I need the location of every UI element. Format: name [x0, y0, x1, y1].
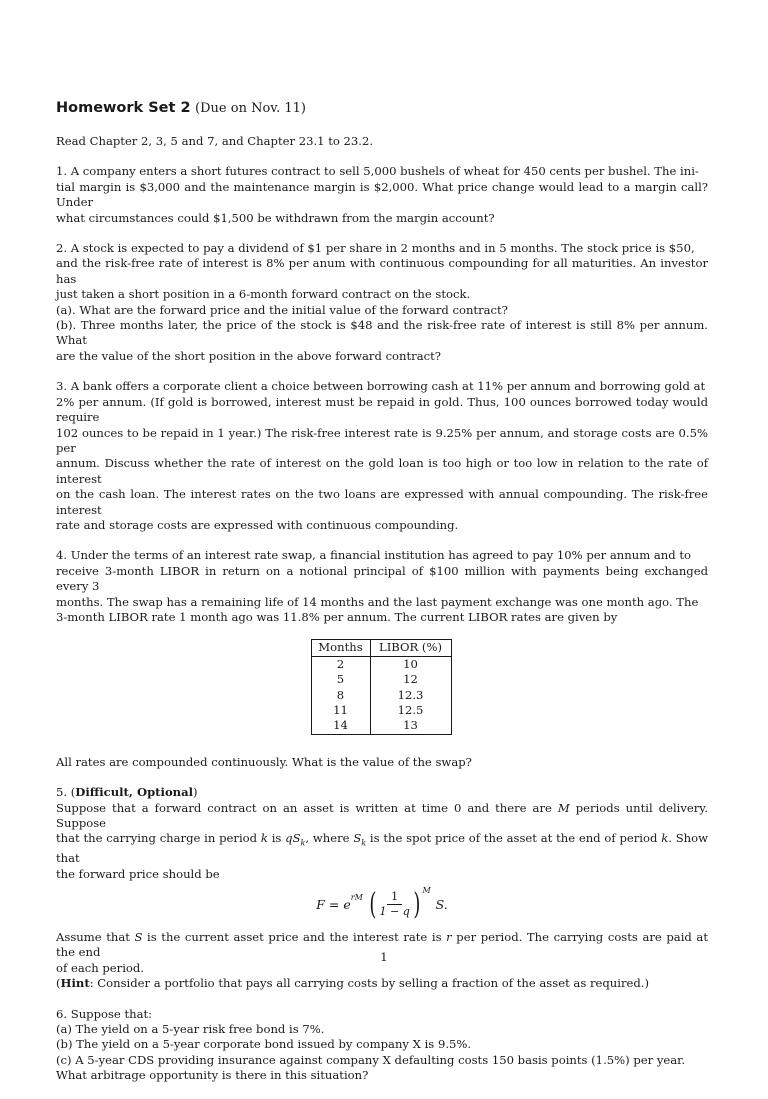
q6-part-b: (b) The yield on a 5-year corporate bond issued by company X is 9.5%.	[56, 1037, 472, 1052]
q5-sub: k	[361, 838, 367, 848]
formula-power: M	[422, 886, 431, 896]
q4-question: All rates are compounded continuously. What is the value of the swap?	[56, 754, 472, 769]
q5-var: S	[353, 831, 362, 846]
q3-line: 2% per annum. (If gold is borrowed, interest must be repaid in gold. Thus, 100 ounces borrowed today would require	[56, 394, 708, 425]
q2-line: 2. A stock is expected to pay a dividend of $1 per share in 2 months and in 5 months. The stock price is $50,	[56, 241, 695, 256]
q5-var: M	[557, 800, 570, 815]
libor-cell: 13	[403, 718, 418, 733]
q5-var: r	[446, 929, 452, 944]
question-1	[56, 164, 708, 226]
homework-title: Homework Set 2	[56, 100, 191, 116]
formula-denominator: 1 − q	[379, 905, 410, 919]
q4-line: receive 3-month LIBOR in return on a notional principal of $100 million with payments being exchanged every 3	[56, 563, 708, 594]
q3-line: annum. Discuss whether the rate of interest on the gold loan is too high or too low in relation to the rate of interest	[56, 456, 708, 486]
q3-line: on the cash loan. The interest rates on the two loans are expressed with annual compounding. The risk-free interest	[56, 487, 708, 517]
due-date: (Due on Nov. 11)	[195, 101, 306, 116]
q5-label: Difficult, Optional	[75, 785, 194, 800]
months-cell: 5	[311, 672, 370, 687]
q5-text: is the spot price of the asset at the end of period	[366, 831, 662, 846]
q5-line: of each period.	[56, 960, 144, 975]
forward-price-formula: F = e rM ( $\frac{1}{1 - q}$ ) M S.	[56, 886, 708, 924]
q1-line: what circumstances could $1,500 be withdrawn from the margin account?	[56, 210, 495, 225]
q3-line: 3. A bank offers a corporate client a choice between borrowing cash at 11% per annum and borrowing gold at	[56, 379, 706, 394]
table-row	[311, 703, 451, 718]
months-cell: 2	[311, 656, 370, 672]
q6-question: What arbitrage opportunity is there in this situation?	[56, 1068, 369, 1083]
formula-numerator: 1	[387, 890, 402, 905]
q5-heading	[56, 785, 708, 800]
q5-hint: (Hint: Consider a portfolio that pays all carrying costs by selling a fraction of the asset as required.)	[56, 976, 649, 991]
question-2	[56, 241, 708, 364]
q4-line: months. The swap has a remaining life of 14 months and the last payment exchange was one month ago. The	[56, 594, 699, 609]
q5-line	[56, 831, 708, 866]
q5-close: )	[193, 785, 198, 800]
page-title	[56, 99, 708, 118]
months-cell: 8	[311, 688, 370, 703]
page-number: 1	[380, 950, 388, 964]
q5-sub: k	[300, 838, 306, 848]
q3-line: 102 ounces to be repaid in 1 year.) The risk-free interest rate is 9.25% per annum, and storage costs are 0.5% per	[56, 425, 708, 455]
q5-var: qS	[285, 831, 301, 846]
q3-line: rate and storage costs are expressed with continuous compounding.	[56, 517, 459, 532]
q5-var: k	[260, 831, 268, 846]
q6-part-a: (a) The yield on a 5-year risk free bond is 7%.	[56, 1022, 325, 1036]
q2-line: and the risk-free rate of interest is 8% per anum with continuous compounding for all maturities. An investor has	[56, 256, 708, 286]
q1-line: 1. A company enters a short futures contract to sell 5,000 bushels of wheat for 450 cents per bushel. The ini-	[56, 164, 699, 179]
q5-text: that the carrying charge in period	[56, 831, 261, 846]
hint-label: Hint	[60, 976, 90, 991]
question-6	[56, 1007, 708, 1084]
q2-line: just taken a short position in a 6-month forward contract on the stock.	[56, 287, 471, 302]
col-header-libor: LIBOR (%)	[370, 640, 451, 656]
months-cell: 14	[311, 718, 370, 734]
libor-cell: 12	[403, 672, 418, 687]
question-3	[56, 379, 708, 533]
q5-number: 5. (	[56, 785, 76, 800]
q2-part-b: are the value of the short position in the above forward contract?	[56, 348, 441, 363]
q2-part-a: (a). What are the forward price and the initial value of the forward contract?	[56, 302, 508, 317]
q6-part-c: (c) A 5-year CDS providing insurance against company X defaulting costs 150 basis points (1.5%) per year.	[56, 1052, 686, 1067]
q5-text: periods until delivery. Suppose	[56, 800, 709, 831]
q5-text: , where	[305, 831, 354, 846]
q5-text: is the current asset price and the interest rate is	[142, 929, 447, 944]
formula-rhs: S.	[435, 897, 448, 913]
libor-cell: 12.5	[397, 703, 424, 717]
q5-line: the forward price should be	[56, 866, 220, 881]
q6-intro: 6. Suppose that:	[56, 1006, 153, 1021]
table-header-row	[311, 640, 451, 656]
q4-line: 3-month LIBOR rate 1 month ago was 11.8% per annum. The current LIBOR rates are given by	[56, 609, 618, 624]
hint-text: : Consider a portfolio that pays all carrying costs by selling a fraction of the asset as required.)	[89, 976, 649, 991]
table-row	[311, 672, 451, 687]
col-header-months: Months	[311, 640, 370, 656]
document-page	[56, 99, 708, 1099]
libor-table	[311, 639, 452, 734]
reading-assignment: Read Chapter 2, 3, 5 and 7, and Chapter 23.1 to 23.2.	[56, 134, 374, 148]
months-cell: 11	[311, 703, 370, 718]
q4-line: 4. Under the terms of an interest rate swap, a financial institution has agreed to pay 10% per annum and to	[56, 548, 692, 563]
q5-text: . Show that	[56, 831, 709, 866]
libor-cell: 12.3	[397, 687, 424, 702]
libor-cell: 10	[403, 656, 418, 671]
question-4	[56, 548, 708, 770]
q5-var: S	[134, 929, 143, 944]
table-row	[311, 656, 451, 672]
q5-var: k	[661, 831, 669, 846]
q5-text: Assume that	[56, 929, 135, 944]
q5-text: Suppose that a forward contract on an asset is written at time 0 and there are	[56, 800, 558, 815]
formula-lhs: F = e	[316, 897, 351, 913]
q5-text: is	[267, 831, 286, 846]
q2-part-b: (b). Three months later, the price of the stock is $48 and the risk-free rate of interest is still 8% per annum. What	[56, 318, 708, 348]
table-row	[311, 688, 451, 703]
formula-fraction	[379, 890, 409, 919]
table-row	[311, 718, 451, 734]
formula-exponent: rM	[350, 893, 363, 903]
q1-line: tial margin is $3,000 and the maintenance margin is $2,000. What price change would lead to a margin call? Under	[56, 179, 708, 210]
q5-line	[56, 801, 708, 832]
q5-text: per period. The carrying costs are paid at the end	[56, 929, 708, 960]
